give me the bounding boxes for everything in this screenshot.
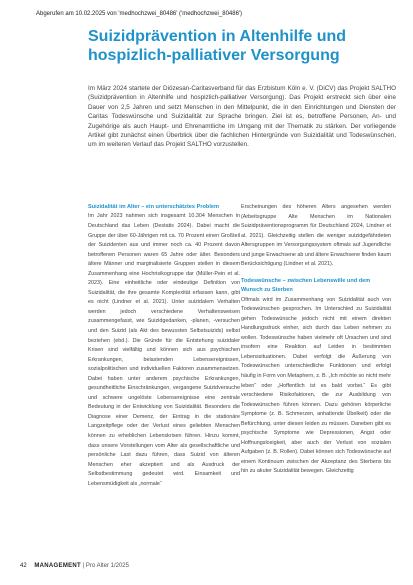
footer-section: MANAGEMENT [34, 563, 82, 569]
right-column [241, 203, 391, 477]
footer-publication: | Pro Alter 1/2025 [82, 563, 129, 569]
right-column-body-2: Oftmals wird im Zusammenhang von Suizidalität auch von Todeswünschen gesprochen. Im Unterschied zu Suizidalität gehen Todeswünsche jedoch nicht mit einem direkten Handlungsdruck einher, sich durch das Leben nehmen zu wollen. Todeswünsche haben vielmehr oft Ursachen und sind insofern eine Reaktion auf Leiden in bestimmten Lebenssituationen. Dabei verfolgt die Äußerung von Todeswünschen unterschiedliche Funktionen und erfolgt häufig in Form von Metaphern, z. B. „Ich möchte so nicht mehr leben“ oder „Hoffentlich ist es bald vorbei.“ Es gibt verschiedene Risikofaktoren, die zur Ausbildung von Todeswünschen führen können. Dazu gehören körperliche Symptome (z. B. Schmerzen, anhaltende Übelkeit) oder die Befürchtung, unter diesen leiden zu müssen. Daneben gibt es psychische Symptome wie Depressionen, Angst oder Hoffnungslosigkeit, aber auch der Verlust von sozialen Aufgaben (z. B. Rollen). Dabei können sich Todeswünsche auf einem Kontinuum zwischen der Akzeptanz des Sterbens bis hin zu akuter Suizidalität bewegen. Gleichzeitig [241, 296, 391, 475]
page-number: 42 [20, 563, 27, 569]
left-column-body: Im Jahr 2023 nahmen sich insgesamt 10.304 Menschen in Deutschland das Leben (Destatis 2024). Dabei macht die Gruppe der über 60-Jährigen mit ca. 70 Prozent einen Großteil der Suizidenten aus und immer noch ca. 40 Prozent davon betroffenen Personen waren 65 Jahre oder älter. Besonders ältere Männer und marginalisierte Gruppen stellen in diesem Zusammenhang eine Hochrisikogruppe dar (Müller-Pein et al. 2023). Eine einheitliche oder eindeutige Definition von Suizidalität, die ihre gesamte Komplexität erfassen kann, gibt es nicht (Lindner et al. 2021). Unter suizidalem Verhalten werden jedoch verschiedene Verhaltensweisen zusammengefasst, wie Suizidgedanken, -planen, -versuchen und den Suizid (als Akt des bewussten Selbstsuizids) selbst beziehen (ebd.). Die Gründe für die Entstehung suizidaler Krisen sind vielfältig und können sich aus psychischen Erkrankungen, belastenden Lebensereignissen, sozialpolitischen und individuellen Faktoren zusammensetzen. Dabei haben unter anderem psychische Erkrankungen, gesundheitliche Einschränkungen, vergangene Suizidversuche und schwere ungelöste Lebensereignisse eine zentrale Bedeutung in der Entwicklung von Suizidalität. Besonders die Diagnose einer Demenz, der Eintrag in die stationäre Langzeitpflege oder der Verlust eines geliebten Menschen können zu erheblichen Lebenskrisen führen. Hinzu kommt, dass unsere Vorstellungen vom Alter als gesellschaftliche und persönliche Last dazu führen, dass Suizid von älteren Menschen eher akzeptiert und als Ausdruck der Selbstbestimmung gedeutet wird. Einsamkeit und Lebensmüdigkeit als „normale“ [88, 213, 240, 487]
article-title: Suizidprävention in Altenhilfe und hospizlich-palliativer Versorgung [88, 28, 347, 64]
section-heading-suizidalitaet: Suizidalität im Alter – ein unterschätztes Problem [88, 204, 219, 210]
page-footer [20, 563, 129, 569]
section-heading-todeswuensche: Todeswünsche – zwischen Lebenswille und dem Wunsch zu Sterben [241, 277, 371, 294]
retrieval-stamp: Abgerufen am 10.02.2025 von 'medhochzwei_80486' ('medhochzwei_80486') [36, 11, 243, 17]
article-intro: Im März 2024 startete der Diözesan-Caritasverband für das Erzbistum Köln e. V. (DiCV) das Projekt SALTHO (Suizidprävention in Altenhilfe und hospizlich-palliativer Versorgung). Das Projekt erstreckt sich über eine Dauer von 2,5 Jahren und setzt Menschen in den Mittelpunkt, die in den Einrichtungen und Diensten der Caritas Todeswünsche und Suizidalität zur Sprache bringen. Ziel ist es, betroffene Personen, An- und Zugehörige als auch Haupt- und Ehrenamtliche im Umgang mit der Thematik zu stärken. Der vorliegende Artikel gibt zunächst einen Überblick über die fachlichen Hintergründe von Suizidalität und Todeswünschen, um im weiteren Verlauf das Projekt SALTHO vorzustellen. [88, 85, 396, 149]
right-column-body-1: Erscheinungen des höheren Alters angesehen werden (Arbeitsgruppe Alte Menschen im Nationalen Suizidpräventionsprogramm für Deutschland 2024, Lindner et al. 2021). Gleichzeitig stellen die weniger suizidgefährdeten Altersgruppen im Versorgungssystem oftmals auf Jugendliche und junge Erwachsene ab und ältere Erwachsene finden kaum Berücksichtigung (Lindner et al. 2021). [241, 204, 391, 268]
left-column [88, 203, 240, 489]
